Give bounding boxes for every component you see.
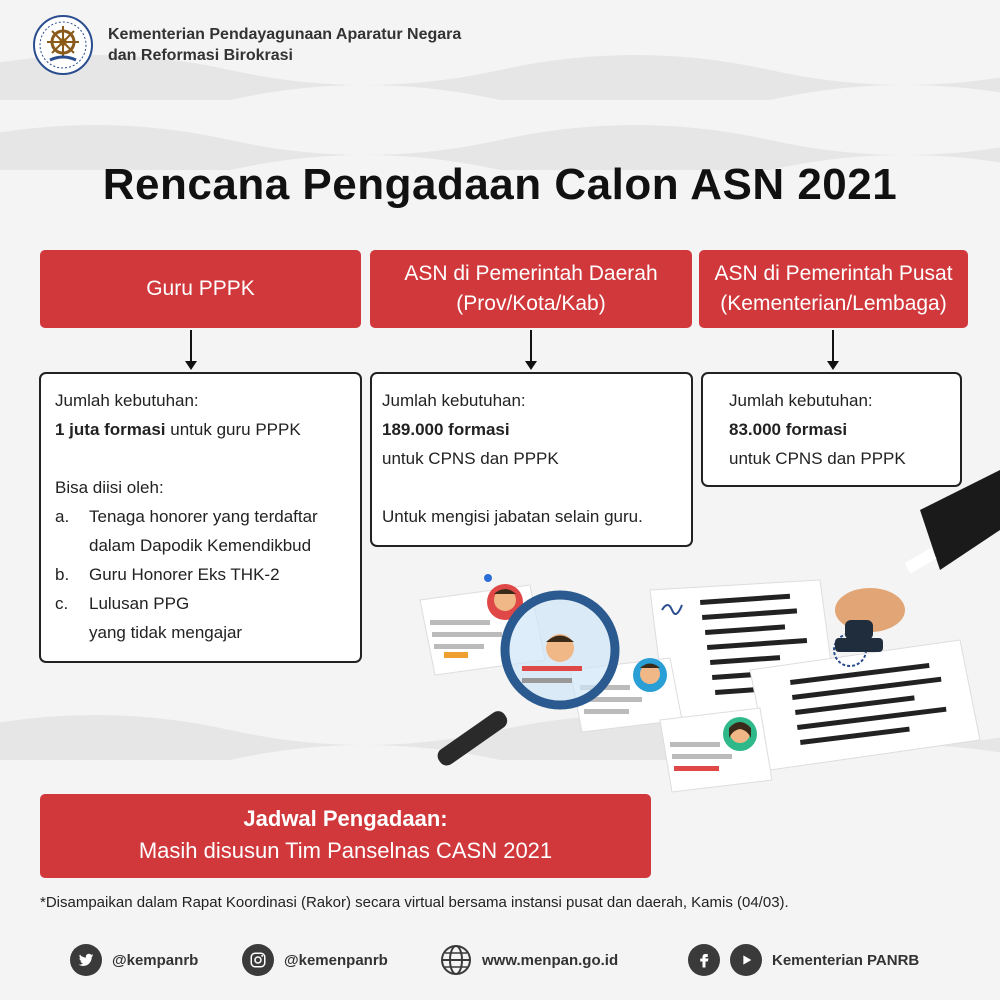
instagram-icon (242, 944, 274, 976)
list-text: Tenaga honorer yang terdaftar (89, 507, 318, 526)
organization-name-line1: Kementerian Pendayagunaan Aparatur Negara (108, 26, 462, 43)
facebook-youtube-name: Kementerian PANRB (772, 951, 920, 969)
list-text: yang tidak mengajar (89, 623, 243, 642)
heading-subtext: (Prov/Kota/Kab) (456, 292, 606, 315)
schedule-banner (40, 794, 651, 878)
instagram-handle: @kemenpanrb (284, 951, 388, 969)
twitter-handle: @kempanrb (112, 951, 199, 969)
card-guru-pppk (39, 372, 362, 663)
list-text: Guru Honorer Eks THK-2 (89, 565, 280, 584)
footer (0, 940, 1000, 980)
heading-asn-pusat (699, 250, 968, 328)
heading-guru-pppk (40, 250, 361, 328)
heading-subtext: (Kementerian/Lembaga) (720, 292, 947, 315)
heading-text: ASN di Pemerintah Daerah (404, 262, 658, 285)
need-value (55, 415, 346, 444)
twitter-link[interactable] (70, 944, 198, 976)
need-bold: 1 juta formasi (55, 420, 166, 439)
extra-note: Untuk mengisi jabatan selain guru. (382, 507, 643, 526)
fill-label: Bisa diisi oleh: (55, 478, 164, 497)
list-item (55, 502, 346, 560)
globe-icon (440, 944, 472, 976)
arrow-down-icon (832, 330, 834, 368)
footnote: *Disampaikan dalam Rapat Koordinasi (Rakor) secara virtual bersama instansi pusat dan daerah, Kamis (04/03). (40, 894, 789, 911)
list-marker: c. (55, 594, 69, 613)
facebook-youtube-link[interactable] (688, 944, 919, 976)
need-bold: 83.000 formasi (729, 420, 848, 439)
need-rest: untuk guru PPPK (165, 420, 301, 439)
list-marker: a. (55, 507, 70, 526)
list-marker: b. (55, 565, 70, 584)
need-label: Jumlah kebutuhan: (55, 391, 199, 410)
list-item (55, 589, 346, 647)
need-bold: 189.000 formasi (382, 420, 510, 439)
youtube-icon (730, 944, 762, 976)
instagram-link[interactable] (242, 944, 388, 976)
header (32, 14, 461, 76)
website-link[interactable] (440, 944, 618, 976)
cv-card-illustration (660, 708, 772, 792)
heading-text: ASN di Pemerintah Pusat (714, 262, 953, 285)
schedule-label: Jadwal Pengadaan: (243, 806, 448, 831)
heading-asn-daerah (370, 250, 692, 328)
list-text: Lulusan PPG (89, 594, 190, 613)
need-rest: untuk CPNS dan PPPK (382, 449, 559, 468)
heading-text: Guru PPPK (146, 277, 255, 300)
need-label: Jumlah kebutuhan: (382, 391, 526, 410)
need-label: Jumlah kebutuhan: (729, 391, 873, 410)
list-item (55, 560, 346, 589)
arrow-down-icon (530, 330, 532, 368)
facebook-icon (688, 944, 720, 976)
website-url: www.menpan.go.id (482, 951, 619, 969)
schedule-value: Masih disusun Tim Panselnas CASN 2021 (138, 838, 553, 863)
need-rest: untuk CPNS dan PPPK (729, 449, 906, 468)
arrow-down-icon (190, 330, 192, 368)
list-text: dalam Dapodik Kemendikbud (89, 536, 312, 555)
twitter-icon (70, 944, 102, 976)
organization-name-line2: dan Reformasi Birokrasi (108, 47, 293, 64)
kemenpanrb-logo (32, 14, 94, 76)
page-title: Rencana Pengadaan Calon ASN 2021 (102, 160, 898, 209)
recruitment-illustration (400, 470, 1000, 800)
hand-stamp-illustration (835, 470, 1000, 652)
